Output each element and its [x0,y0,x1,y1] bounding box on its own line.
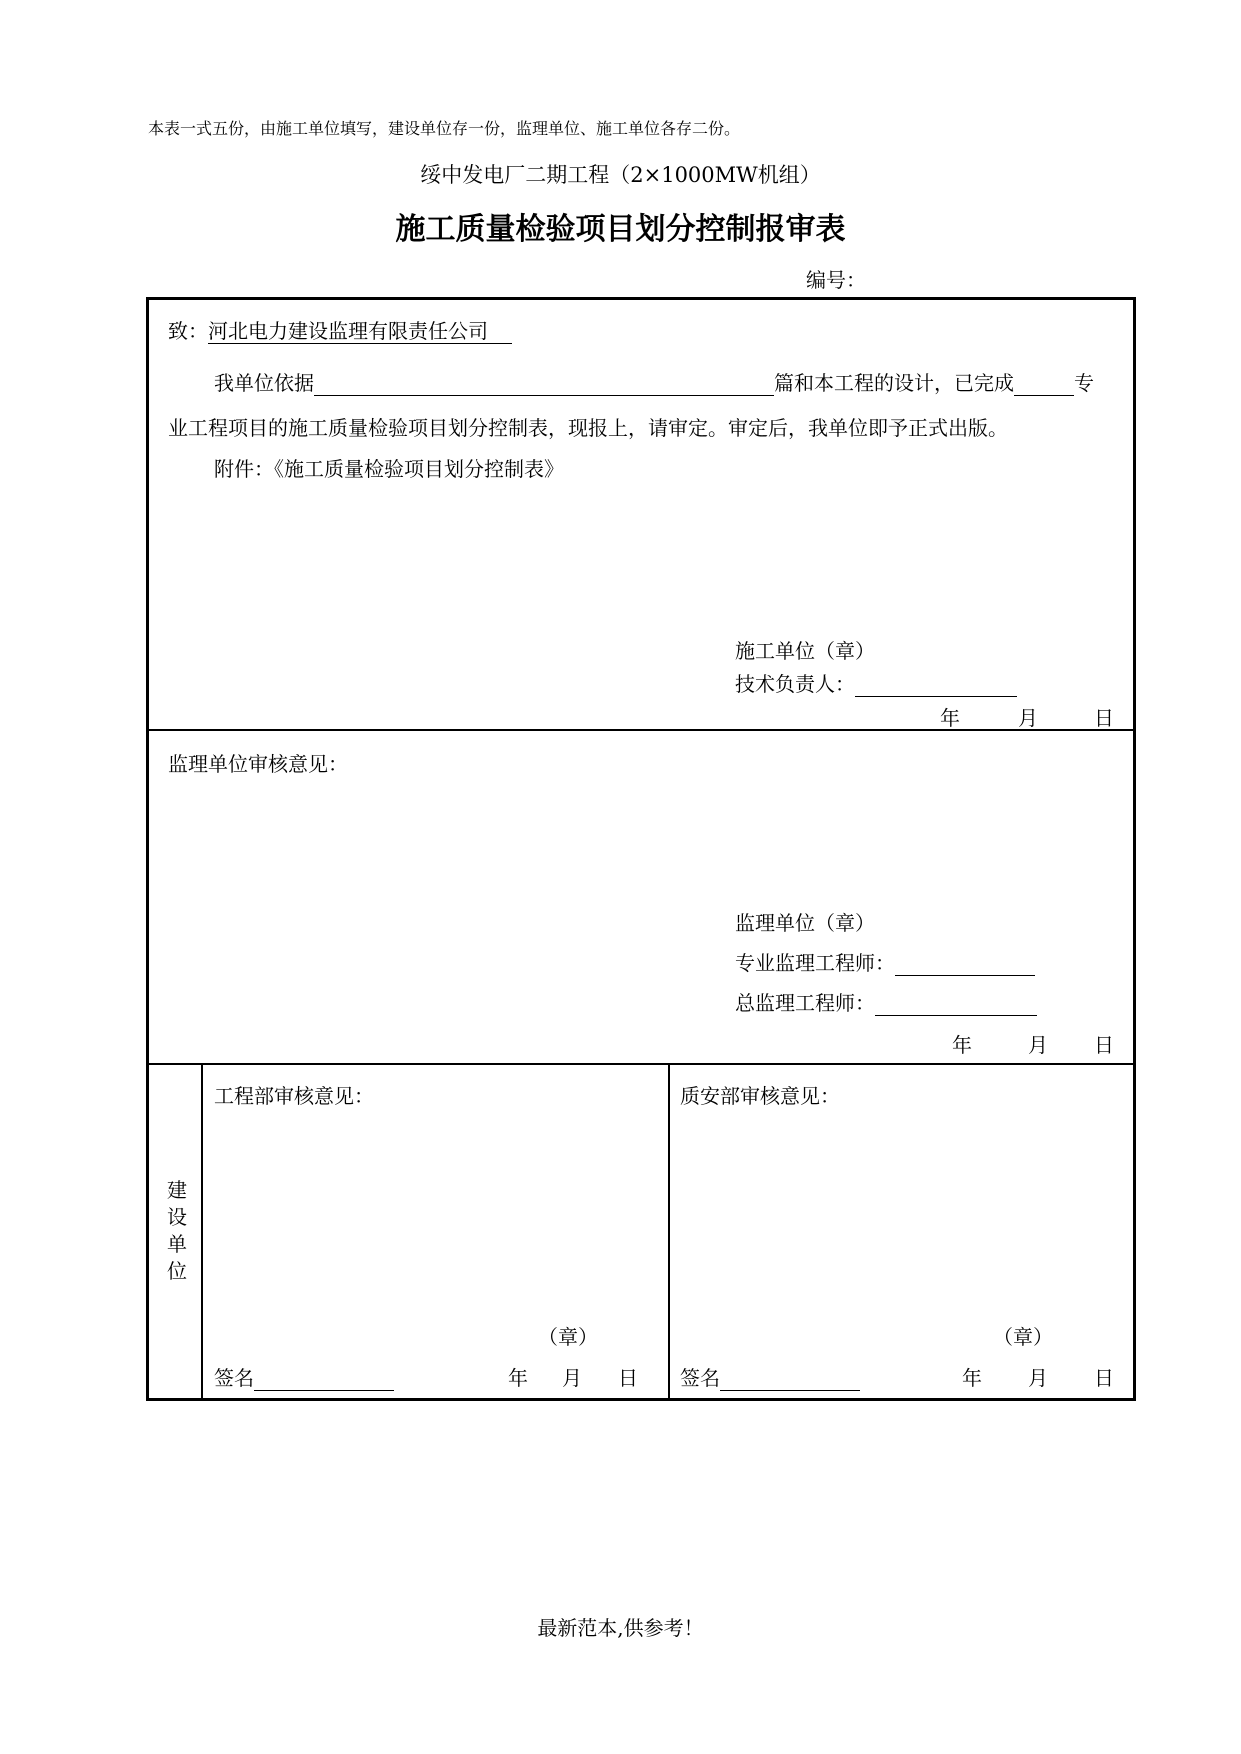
side-char-3: 单 [167,1232,187,1256]
tech-lead-blank[interactable] [855,696,1017,697]
completed-blank[interactable] [1014,395,1074,396]
s2-month: 月 [1028,1033,1048,1057]
declaration-line-2: 业工程项目的施工质量检验项目划分控制表，现报上，请审定。审定后，我单位即予正式出版。 [168,416,1008,440]
owner-side-label [165,1177,189,1285]
s3l-year: 年 [508,1366,528,1390]
engineering-dept-heading: 工程部审核意见： [214,1084,374,1108]
engineering-sign-label: 签名 [214,1366,254,1390]
form-number-label: 编号： [806,268,866,292]
distribution-note: 本表一式五份，由施工单位填写，建设单位存一份，监理单位、施工单位各存二份。 [148,119,741,138]
divider-section2 [146,1063,1136,1065]
tech-lead-line [735,668,1017,697]
chief-engineer-blank[interactable] [875,1015,1037,1016]
s3r-month: 月 [1028,1366,1048,1390]
s1-month: 月 [1018,706,1038,730]
side-char-2: 设 [167,1205,187,1229]
declaration-text-b: 篇和本工程的设计，已完成 [774,371,1014,395]
s3r-year: 年 [962,1366,982,1390]
quality-sign-label: 签名 [680,1366,720,1390]
s3r-day: 日 [1094,1366,1114,1390]
s1-year: 年 [940,706,960,730]
addressee-company: 河北电力建设监理有限责任公司 [208,319,512,344]
pro-engineer-line [735,947,1035,976]
supervisor-heading: 监理单位审核意见： [168,752,348,776]
declaration-line-1 [214,367,1094,396]
engineering-sign-line [214,1362,394,1391]
chief-engineer-label: 总监理工程师： [735,991,875,1015]
divider-section1 [146,729,1136,731]
pro-engineer-label: 专业监理工程师： [735,951,895,975]
basis-blank[interactable] [314,395,774,396]
tech-lead-label: 技术负责人： [735,672,855,696]
s3l-month: 月 [562,1366,582,1390]
attachment-line: 附件：《施工质量检验项目划分控制表》 [214,457,564,481]
s2-day: 日 [1094,1033,1114,1057]
s3l-day: 日 [618,1366,638,1390]
quality-dept-heading: 质安部审核意见： [680,1084,840,1108]
declaration-text-c: 专 [1074,371,1094,395]
addressee-prefix: 致： [168,319,208,343]
divider-side-label [201,1063,203,1399]
quality-stamp: （章） [993,1325,1053,1349]
supervisor-stamp-label: 监理单位（章） [735,911,875,935]
engineering-sign-blank[interactable] [254,1390,394,1391]
form-title: 施工质量检验项目划分控制报审表 [395,212,846,247]
addressee-line [168,315,512,344]
divider-departments [668,1063,670,1399]
contractor-stamp-label: 施工单位（章） [735,639,875,663]
footer-note: 最新范本,供参考！ [537,1616,704,1640]
side-char-4: 位 [167,1259,187,1283]
engineering-stamp: （章） [538,1325,598,1349]
project-name: 绥中发电厂二期工程（2×1000MW机组） [420,163,821,187]
s2-year: 年 [952,1033,972,1057]
s1-day: 日 [1094,706,1114,730]
chief-engineer-line [735,987,1037,1016]
declaration-text-a: 我单位依据 [214,371,314,395]
pro-engineer-blank[interactable] [895,975,1035,976]
quality-sign-blank[interactable] [720,1390,860,1391]
quality-sign-line [680,1362,860,1391]
side-char-1: 建 [167,1178,187,1202]
